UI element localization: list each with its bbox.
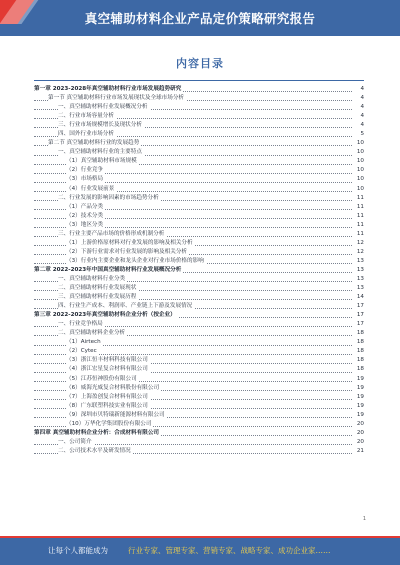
toc-entry-title: （1）产品分类 bbox=[66, 203, 105, 212]
toc-entry-page: 12 bbox=[355, 248, 364, 257]
toc-entry-title: （2）下游行业需求对行业发展的影响及相关分析 bbox=[66, 248, 189, 257]
report-title: 真空辅助材料企业产品定价策略研究报告 bbox=[84, 11, 316, 26]
toc-entry-page: 11 bbox=[355, 221, 364, 230]
toc-entry[interactable] bbox=[34, 447, 364, 456]
toc-entry[interactable] bbox=[34, 157, 364, 166]
toc-entry-page: 10 bbox=[355, 166, 364, 175]
toc-entry-page: 13 bbox=[355, 257, 364, 266]
toc-entry[interactable] bbox=[34, 221, 364, 230]
toc-entry-page: 10 bbox=[355, 148, 364, 157]
footer-accent-bar bbox=[0, 536, 400, 538]
toc-entry[interactable] bbox=[34, 311, 364, 320]
toc-entry[interactable] bbox=[34, 148, 364, 157]
toc-heading: 内容目录 bbox=[176, 57, 224, 70]
table-of-contents bbox=[34, 85, 364, 456]
toc-entry-page: 19 bbox=[355, 402, 364, 411]
toc-entry-title: （9）深圳市贝特瑞新能源材料有限公司 bbox=[66, 411, 167, 420]
toc-entry-page: 17 bbox=[355, 320, 364, 329]
toc-entry[interactable] bbox=[34, 85, 364, 94]
toc-entry-page: 13 bbox=[355, 266, 364, 275]
toc-entry-page: 18 bbox=[355, 347, 364, 356]
toc-entry-page: 19 bbox=[355, 384, 364, 393]
toc-entry-title: 第四章 真空辅助材料企业分析：合成材料有限公司 bbox=[34, 429, 161, 438]
toc-entry-title: 一、真空辅助材料行业的主要特点 bbox=[58, 148, 144, 157]
report-header bbox=[0, 0, 400, 36]
toc-entry-page: 10 bbox=[355, 175, 364, 184]
toc-entry-title: 第一章 2023-2028年真空辅助材料行业市场发展趋势研究 bbox=[34, 85, 183, 94]
toc-entry-page: 18 bbox=[355, 338, 364, 347]
footer-slogan-right: 行业专家、管理专家、营销专家、战略专家、成功企业家…… bbox=[128, 546, 331, 555]
toc-entry-page: 20 bbox=[355, 420, 364, 429]
toc-entry-title: 二、行业市场容量分析 bbox=[58, 112, 116, 121]
toc-entry-title: 二、真空辅助材料行业发展现状 bbox=[58, 284, 138, 293]
toc-entry-title: （3）浙江恒丰材料科技有限公司 bbox=[66, 356, 150, 365]
toc-entry[interactable] bbox=[34, 130, 364, 139]
toc-entry[interactable] bbox=[34, 384, 364, 393]
toc-entry-title: （1）上游价格原材料对行业发展的影响及相关分析 bbox=[66, 239, 195, 248]
toc-entry-page: 11 bbox=[355, 230, 364, 239]
toc-entry[interactable] bbox=[34, 429, 364, 438]
toc-entry[interactable] bbox=[34, 420, 364, 429]
toc-entry-page: 13 bbox=[355, 284, 364, 293]
toc-entry[interactable] bbox=[34, 365, 364, 374]
toc-entry[interactable] bbox=[34, 402, 364, 411]
toc-entry-title: 三、真空辅助材料行业发展历程 bbox=[58, 293, 138, 302]
toc-entry-title: （5）江苏恒神股份有限公司 bbox=[66, 375, 139, 384]
toc-entry-page: 19 bbox=[355, 411, 364, 420]
toc-entry[interactable] bbox=[34, 393, 364, 402]
toc-entry-title: 第一节 真空辅助材料行业市场发展现状及全球市场分析 bbox=[48, 94, 186, 103]
toc-entry-page: 10 bbox=[355, 185, 364, 194]
toc-entry-page: 14 bbox=[355, 293, 364, 302]
toc-entry[interactable] bbox=[34, 338, 364, 347]
toc-entry-page: 13 bbox=[355, 275, 364, 284]
toc-entry-page: 11 bbox=[355, 203, 364, 212]
toc-entry-page: 18 bbox=[355, 356, 364, 365]
toc-entry-page: 18 bbox=[355, 329, 364, 338]
toc-entry[interactable] bbox=[34, 302, 364, 311]
toc-entry[interactable] bbox=[34, 438, 364, 447]
toc-entry[interactable] bbox=[34, 203, 364, 212]
toc-entry-title: 第二章 2022-2023年中国真空辅助材料行业发展概况分析 bbox=[34, 266, 183, 275]
toc-divider bbox=[34, 80, 364, 81]
toc-entry-title: 二、公司技术水平及研发情况 bbox=[58, 447, 133, 456]
toc-entry-page: 12 bbox=[355, 239, 364, 248]
toc-entry-page: 19 bbox=[355, 375, 364, 384]
toc-entry-page: 10 bbox=[355, 139, 364, 148]
toc-entry-page: 17 bbox=[355, 302, 364, 311]
toc-entry-page: 17 bbox=[355, 311, 364, 320]
toc-entry-title: （4）浙江宏星复合材料有限公司 bbox=[66, 365, 150, 374]
toc-entry-page: 18 bbox=[355, 365, 364, 374]
toc-entry-title: （1）真空辅助材料市场规模 bbox=[66, 157, 139, 166]
toc-entry[interactable] bbox=[34, 103, 364, 112]
toc-entry[interactable] bbox=[34, 347, 364, 356]
toc-entry-title: （2）技术分类 bbox=[66, 212, 105, 221]
toc-entry-page: 4 bbox=[358, 112, 364, 121]
toc-entry-page: 11 bbox=[355, 194, 364, 203]
toc-entry-title: （8）广东联塑科技实业有限公司 bbox=[66, 402, 150, 411]
toc-entry-title: （3）行业内主要企业和龙头企业对行业市场价格的影响 bbox=[66, 257, 206, 266]
toc-entry[interactable] bbox=[34, 284, 364, 293]
toc-entry[interactable] bbox=[34, 375, 364, 384]
toc-entry-page: 21 bbox=[355, 447, 364, 456]
toc-entry[interactable] bbox=[34, 257, 364, 266]
toc-entry[interactable] bbox=[34, 121, 364, 130]
toc-entry-title: 一、行业竞争格局 bbox=[58, 320, 105, 329]
toc-entry[interactable] bbox=[34, 194, 364, 203]
toc-entry-title: 四、国外行业市场分析 bbox=[58, 130, 116, 139]
toc-entry[interactable] bbox=[34, 275, 364, 284]
toc-entry-page: 4 bbox=[358, 103, 364, 112]
toc-entry-page: 5 bbox=[358, 130, 364, 139]
toc-entry-title: 三、行业市场规模增长及现状分析 bbox=[58, 121, 144, 130]
toc-entry-title: （1）Airtech bbox=[66, 338, 103, 347]
toc-entry[interactable] bbox=[34, 230, 364, 239]
toc-entry[interactable] bbox=[34, 248, 364, 257]
toc-entry-page: 19 bbox=[355, 393, 364, 402]
toc-entry[interactable] bbox=[34, 112, 364, 121]
toc-entry-page: 20 bbox=[355, 438, 364, 447]
toc-entry-page: 20 bbox=[355, 429, 364, 438]
toc-entry-title: 一、真空辅助材料行业分类 bbox=[58, 275, 127, 284]
toc-entry-page: 4 bbox=[358, 85, 364, 94]
toc-entry-title: 三、行业主要产品市场的价格形成机制分析 bbox=[58, 230, 166, 239]
toc-entry[interactable] bbox=[34, 185, 364, 194]
toc-entry-title: 第三章 2022-2023年真空辅助材料企业分析（按企业） bbox=[34, 311, 178, 320]
toc-entry-title: 二、真空辅助材料企业分析 bbox=[58, 329, 127, 338]
toc-entry[interactable] bbox=[34, 266, 364, 275]
toc-entry-title: （6）威海光威复合材料股份有限公司 bbox=[66, 384, 161, 393]
toc-entry-title: （3）地区分类 bbox=[66, 221, 105, 230]
toc-entry-title: 一、公司简介 bbox=[58, 438, 94, 447]
toc-entry[interactable] bbox=[34, 411, 364, 420]
toc-entry[interactable] bbox=[34, 356, 364, 365]
toc-entry-page: 10 bbox=[355, 157, 364, 166]
toc-entry-title: （2）Cytec bbox=[66, 347, 99, 356]
toc-entry[interactable] bbox=[34, 175, 364, 184]
toc-entry-title: 二、行业发展的影响因素的市场趋势分析 bbox=[58, 194, 161, 203]
toc-entry[interactable] bbox=[34, 239, 364, 248]
toc-entry-page: 4 bbox=[358, 94, 364, 103]
toc-entry[interactable] bbox=[34, 293, 364, 302]
page-number: 1 bbox=[362, 516, 366, 522]
toc-entry-title: （7）上海盈创复合材料有限公司 bbox=[66, 393, 150, 402]
toc-entry-title: 四、行业生产成本、利润率、产业链上下游及发展情况 bbox=[58, 302, 194, 311]
toc-entry-title: （3）市场格局 bbox=[66, 175, 105, 184]
toc-entry-title: （10）万华化学集团股份有限公司 bbox=[66, 420, 153, 429]
toc-entry-title: （2）行业竞争 bbox=[66, 166, 105, 175]
toc-entry-page: 11 bbox=[355, 212, 364, 221]
toc-entry-title: （4）行业发展前景 bbox=[66, 185, 116, 194]
toc-entry[interactable] bbox=[34, 166, 364, 175]
toc-entry[interactable] bbox=[34, 329, 364, 338]
toc-entry[interactable] bbox=[34, 212, 364, 221]
toc-entry[interactable] bbox=[34, 139, 364, 148]
footer-slogan-left: 让每个人都能成为 bbox=[48, 546, 108, 555]
toc-entry-title: 一、真空辅助材料行业发展概况分析 bbox=[58, 103, 150, 112]
toc-entry[interactable] bbox=[34, 94, 364, 103]
toc-entry[interactable] bbox=[34, 320, 364, 329]
toc-entry-title: 第二节 真空辅助材料行业的发展趋势 bbox=[48, 139, 141, 148]
toc-entry-page: 4 bbox=[358, 121, 364, 130]
footer-banner bbox=[0, 536, 400, 565]
